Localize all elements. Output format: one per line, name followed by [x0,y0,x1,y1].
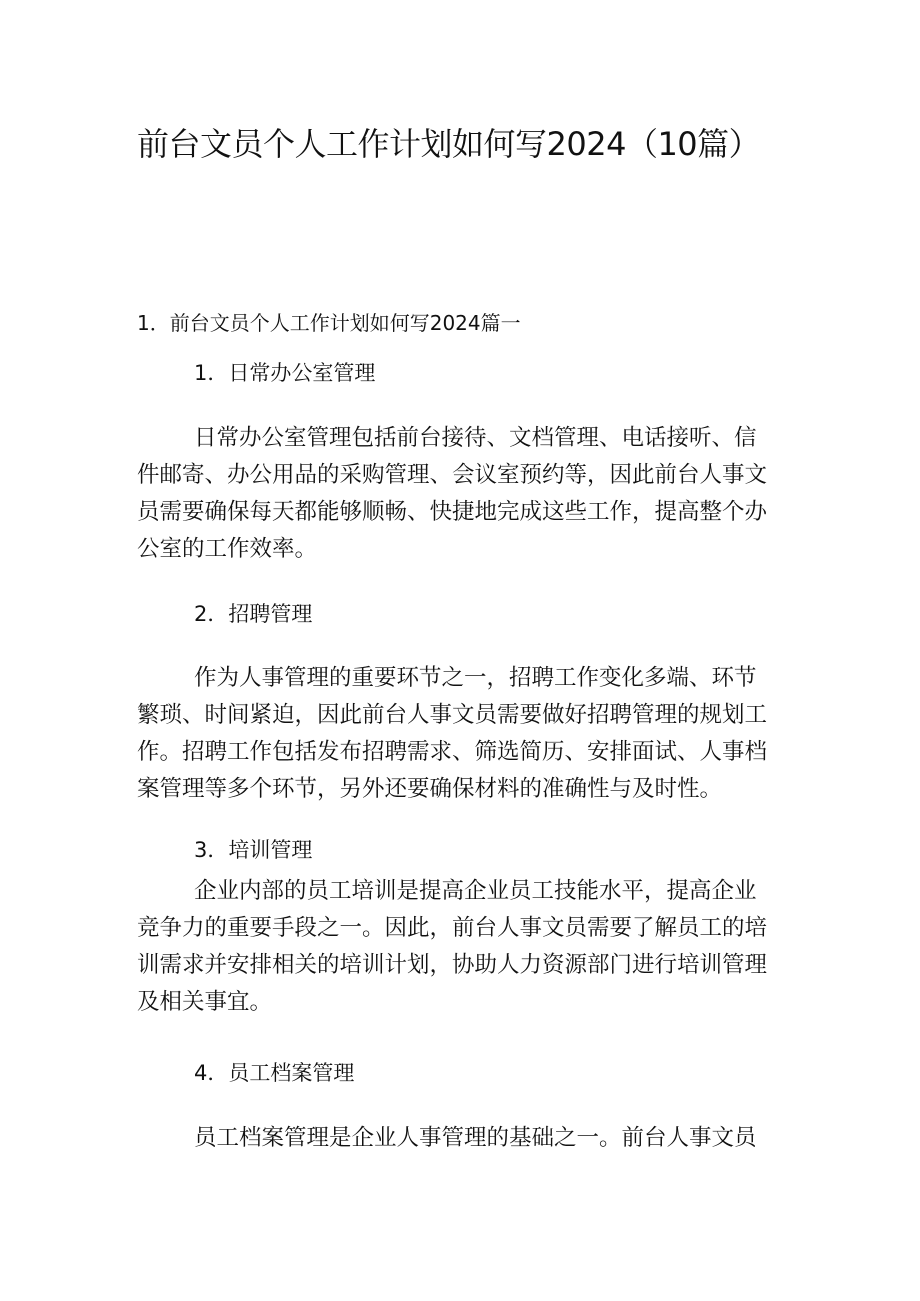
paragraph-line: 公室的工作效率。 [137,536,318,562]
item-paragraph-3 [137,873,787,1021]
item-paragraph-4 [137,1120,787,1157]
item-heading-3: 3．培训管理 [194,838,313,862]
paragraph-line: 件邮寄、办公用品的采购管理、会议室预约等，因此前台人事文 [137,462,768,488]
paragraph-line: 日常办公室管理包括前台接待、文档管理、电话接听、信 [194,425,757,451]
document-title: 前台文员个人工作计划如何写2024（10篇） [137,125,761,163]
section-heading: 1．前台文员个人工作计划如何写2024篇一 [137,311,521,335]
paragraph-line: 员需要确保每天都能够顺畅、快捷地完成这些工作，提高整个办 [137,499,768,525]
paragraph-line: 训需求并安排相关的培训计划，协助人力资源部门进行培训管理 [137,952,768,978]
paragraph-line: 及相关事宜。 [137,989,273,1015]
item-heading-2: 2．招聘管理 [194,602,313,626]
paragraph-line: 案管理等多个环节，另外还要确保材料的准确性与及时性。 [137,776,723,802]
paragraph-line: 繁琐、时间紧迫，因此前台人事文员需要做好招聘管理的规划工 [137,702,768,728]
paragraph-line: 作。招聘工作包括发布招聘需求、筛选简历、安排面试、人事档 [137,739,768,765]
item-paragraph-1 [137,420,787,568]
paragraph-line: 竞争力的重要手段之一。因此，前台人事文员需要了解员工的培 [137,915,768,941]
paragraph-line: 企业内部的员工培训是提高企业员工技能水平，提高企业 [194,878,757,904]
item-heading-1: 1．日常办公室管理 [194,361,376,385]
paragraph-line: 作为人事管理的重要环节之一，招聘工作变化多端、环节 [194,665,757,691]
paragraph-line: 员工档案管理是企业人事管理的基础之一。前台人事文员 [194,1125,757,1151]
item-paragraph-2 [137,660,787,808]
item-heading-4: 4．员工档案管理 [194,1061,355,1085]
